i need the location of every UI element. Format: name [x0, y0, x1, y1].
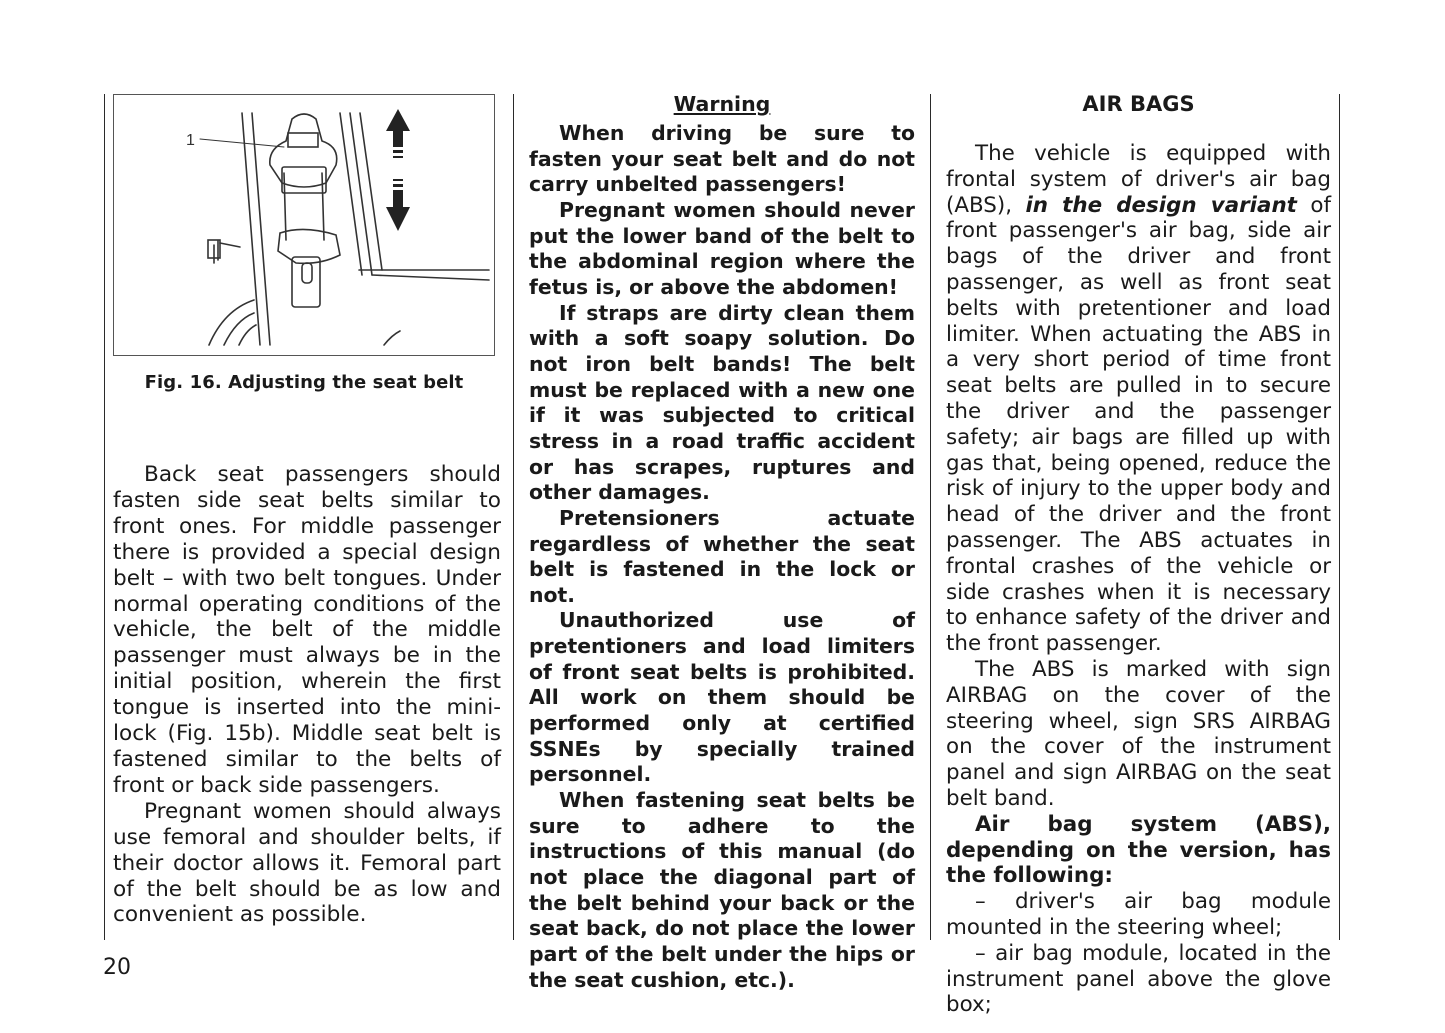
seat-belt-illustration	[114, 95, 494, 355]
warning-paragraph: Pretensioners actuate regardless of whether the seat belt is fastened in the lock or not.	[529, 505, 915, 607]
column-rule-1	[513, 94, 514, 940]
emphasis-text: in the design variant	[1025, 192, 1297, 218]
page-number: 20	[103, 955, 131, 980]
column-rule-left	[104, 94, 105, 940]
figure-callout-1: 1	[186, 132, 195, 149]
air-bags-text	[946, 141, 1331, 1018]
paragraph: Pregnant women should always use femoral and shoulder belts, if their doctor allows it. Femoral part of the belt should be as low and convenient as possible.	[113, 798, 501, 928]
text-run: of front passenger's air bag, side air bags of the driver and front passenger, as well as front seat belts with pretentioner and load limiter. When actuating the ABS in a very short period of time front seat belts are pulled in to secure the driver and the passenger safety; air bags are filled up with gas that, being opened, reduce the risk of injury to the upper body and head of the driver and the front passenger. The ABS actuates in frontal crashes of the vehicle or side crashes when it is necessary to enhance safety of the driver and the front passenger.	[946, 192, 1331, 657]
warning-heading: Warning	[673, 92, 771, 116]
figure-16	[113, 94, 495, 356]
column-rule-2	[930, 94, 931, 940]
warning-paragraph: When driving be sure to fasten your seat belt and do not carry unbelted passengers!	[529, 121, 915, 197]
column-3	[946, 92, 1331, 1018]
column-1-text	[113, 462, 501, 928]
paragraph-bold: Air bag system (ABS), depending on the version, has the following:	[946, 811, 1331, 889]
column-2	[529, 92, 915, 993]
warning-paragraph: When fastening seat belts be sure to adhere to the instructions of this manual (do not place the diagonal part of the belt behind your back or the seat back, do not place the lower part of the belt under the hips or the seat cushion, etc.).	[529, 788, 915, 992]
warning-paragraph: If straps are dirty clean them with a soft soapy solution. Do not iron belt bands! The belt must be replaced with a new one if it was subjected to critical stress in a road traffic accident or has scrapes, ruptures and other damages.	[529, 300, 915, 505]
figure-caption: Fig. 16. Adjusting the seat belt	[144, 372, 464, 393]
air-bags-heading: AIR BAGS	[1082, 92, 1195, 116]
warning-text	[529, 121, 915, 993]
list-item: – air bag module, located in the instrument panel above the glove box;	[946, 940, 1331, 1018]
warning-paragraph: Unauthorized use of pretentioners and load limiters of front seat belts is prohibited. All work on them should be performed only at certified SSNEs by specially trained personnel.	[529, 608, 915, 787]
paragraph	[946, 141, 1331, 657]
text-run: The vehicle is equipped with frontal system of driver's air bag (ABS),	[946, 141, 1331, 218]
list-item: – driver's air bag module mounted in the steering wheel;	[946, 889, 1331, 940]
paragraph: The ABS is marked with sign AIRBAG on the cover of the steering wheel, sign SRS AIRBAG on the cover of the instrument panel and sign AIRBAG on the seat belt band.	[946, 656, 1331, 811]
warning-paragraph: Pregnant women should never put the lower band of the belt to the abdominal region where the fetus is, or above the abdomen!	[529, 197, 915, 299]
arrow-up-icon	[386, 109, 410, 158]
paragraph: Back seat passengers should fasten side seat belts similar to front ones. For middle passenger there is provided a special design belt – with two belt tongues. Under normal operating conditions of the vehicle, the belt of the middle passenger must always be in the initial position, wherein the first tongue is inserted into the mini-lock (Fig. 15b). Middle seat belt is fastened similar to the belts of front or back side passengers.	[113, 462, 501, 798]
column-rule-right	[1339, 94, 1340, 940]
arrow-down-icon	[386, 179, 410, 231]
